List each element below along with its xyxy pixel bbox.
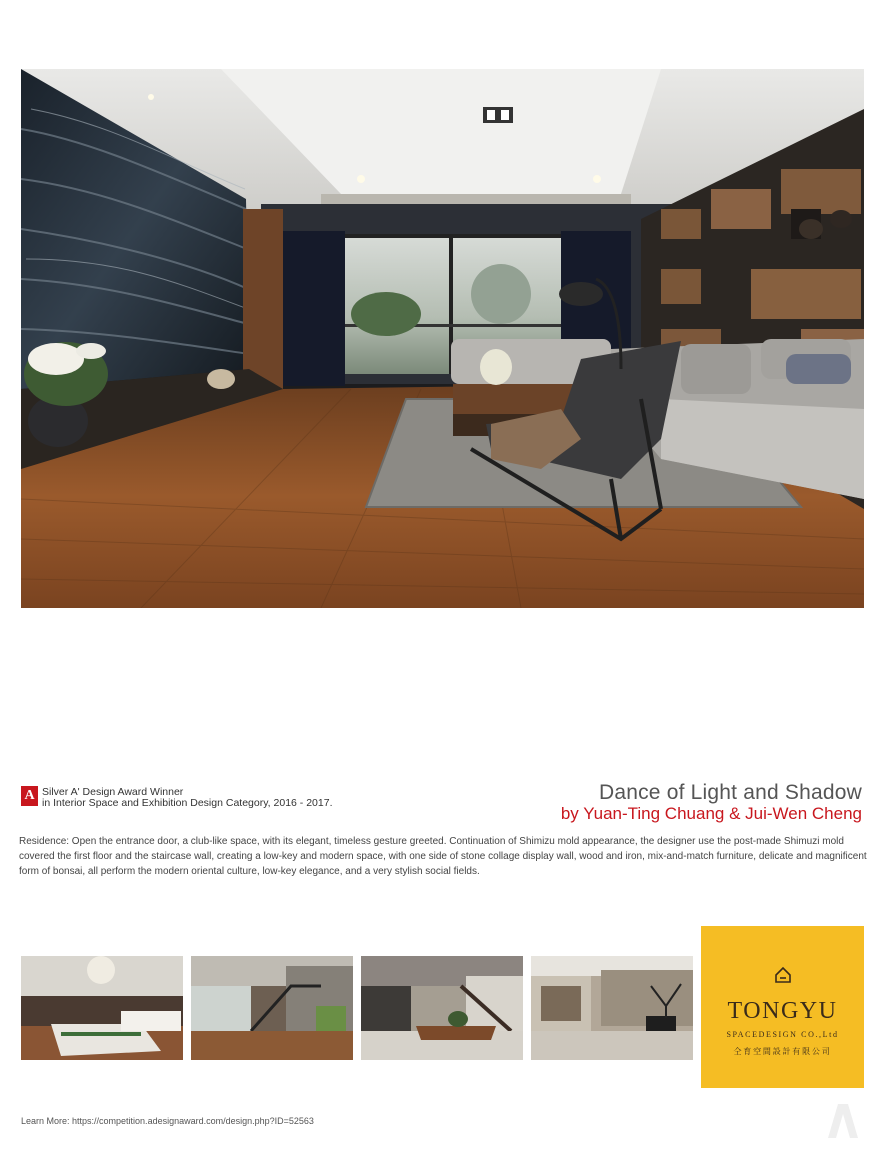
brand-chinese-name: 仝育空間設計有限公司 [733,1047,832,1056]
award-category: in Interior Space and Exhibition Design Category, 2016 - 2017. [42,797,333,809]
brand-subtitle: SPACEDESIGN CO.,Ltd [726,1030,839,1039]
award-title: Silver A' Design Award Winner [42,786,184,798]
house-icon [774,966,792,984]
hero-photo [21,69,864,608]
gallery-thumbnail-hall[interactable] [361,956,523,1060]
award-watermark-icon [818,1100,868,1140]
brand-name: TONGYU [727,998,838,1024]
tongyu-brand-logo [701,926,864,1088]
award-logo-letter: A [24,788,35,803]
project-description: Residence: Open the entrance door, a club-like space, with its elegant, timeless gesture greeted. Continuation of Shimizu mold appearance, the designer use the post-made Shimuzi mold covered the first floor and the staircase wall, creating a low-key and modern space, with one side of stone collage display wall, wood and iron, mix-and-match furniture, delicate and magnificent form of bonsai, all perform the modern oriental culture, low-key elegance, and a very stylish social fields. [19,836,867,877]
learn-more-link[interactable]: Learn More: https://competition.adesignaward.com/design.php?ID=52563 [21,1116,314,1126]
gallery-thumbnail-staircase[interactable] [191,956,353,1060]
project-designers: by Yuan-Ting Chuang & Jui-Wen Cheng [560,804,862,823]
gallery-thumbnail-dining[interactable] [21,956,183,1060]
project-title: Dance of Light and Shadow [598,781,862,804]
a-design-award-logo [21,786,38,806]
gallery-thumbnail-lounge[interactable] [531,956,693,1060]
